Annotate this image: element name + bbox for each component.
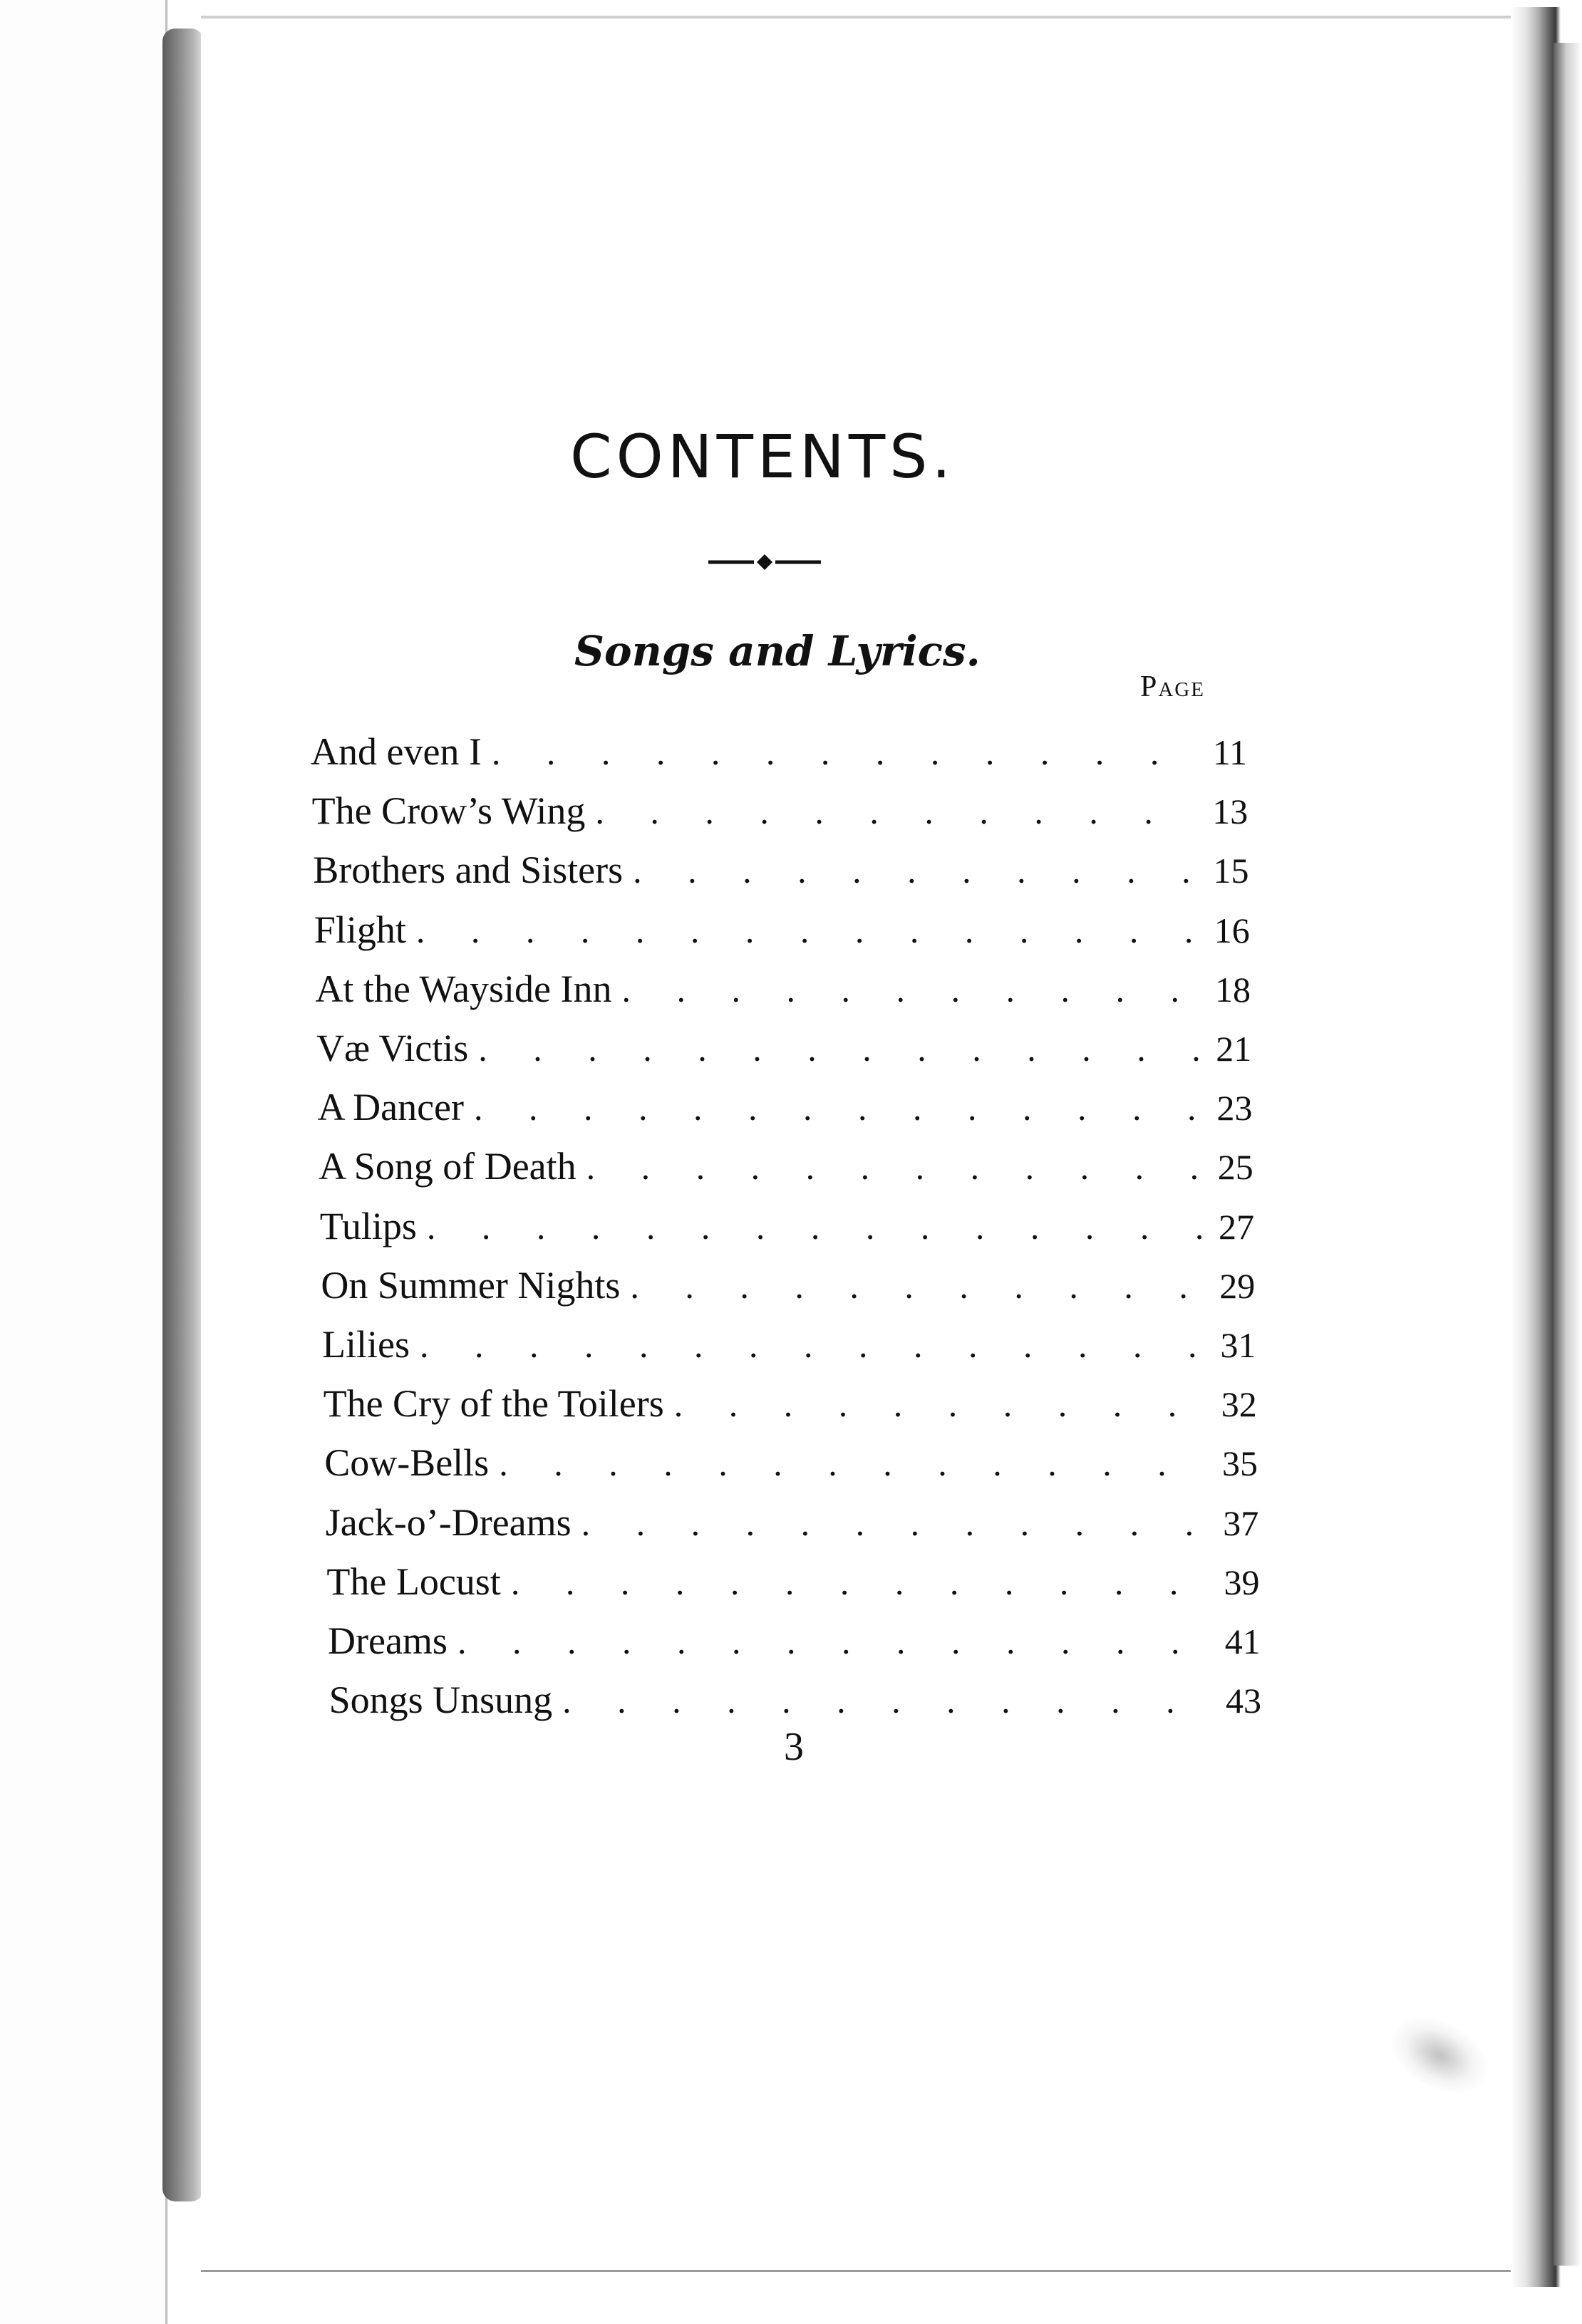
toc-entry-page: 18	[1214, 969, 1251, 1010]
toc-leader-dots	[478, 1024, 1199, 1074]
toc-entry-title: Tulips	[319, 1204, 417, 1247]
toc-entry	[326, 1557, 1259, 1607]
toc-entry-page: 35	[1221, 1443, 1258, 1484]
toc-entry-page: 16	[1214, 910, 1250, 950]
toc-entry	[318, 1082, 1253, 1132]
toc-entry	[321, 1260, 1255, 1310]
toc-entry-page: 31	[1220, 1325, 1256, 1365]
toc-entry	[315, 964, 1251, 1014]
page-title: CONTENTS.	[570, 422, 956, 492]
toc-entry-title: And even I	[311, 730, 482, 773]
toc-entry	[311, 727, 1247, 777]
toc-leader-dots	[621, 965, 1198, 1015]
toc-entry-title: Dreams	[328, 1619, 448, 1662]
toc-entry-page: 15	[1213, 851, 1249, 891]
page-column-label: Page	[1140, 670, 1205, 703]
toc-entry	[320, 1201, 1254, 1251]
toc-entry-page: 27	[1218, 1206, 1254, 1247]
toc-leader-dots	[633, 846, 1196, 896]
toc-leader-dots	[457, 1617, 1208, 1666]
toc-entry-title: Flight	[314, 908, 406, 951]
toc-leader-dots	[630, 1261, 1202, 1311]
toc-entry-page: 11	[1212, 732, 1247, 772]
toc-leader-dots	[416, 906, 1197, 955]
toc-entry-title: The Locust	[326, 1560, 501, 1603]
toc-entry-page: 23	[1216, 1088, 1253, 1129]
toc-leader-dots	[420, 1320, 1204, 1370]
toc-entry	[324, 1438, 1258, 1488]
toc-entry-title: A Song of Death	[319, 1145, 577, 1188]
toc-entry	[312, 786, 1248, 836]
toc-entry-title: Songs Unsung	[329, 1679, 553, 1722]
toc-entry-page: 39	[1224, 1562, 1260, 1602]
toc-entry-title: At the Wayside Inn	[315, 967, 612, 1010]
toc-entry	[314, 905, 1250, 955]
toc-entry	[322, 1319, 1256, 1369]
toc-leader-dots	[581, 1498, 1206, 1548]
toc-entry	[313, 845, 1248, 895]
toc-entry-title: Brothers and Sisters	[313, 849, 624, 892]
toc-entry-page: 37	[1223, 1503, 1259, 1543]
toc-entry	[316, 1023, 1251, 1073]
toc-entry	[329, 1675, 1261, 1725]
toc-entry	[326, 1498, 1258, 1547]
toc-entry-page: 43	[1225, 1681, 1261, 1721]
toc-entry-title: Cow-Bells	[324, 1441, 490, 1485]
toc-entry-title: Lilies	[322, 1323, 410, 1366]
section-heading: Songs and Lyrics.	[574, 627, 981, 675]
toc-leader-dots	[492, 727, 1194, 777]
toc-leader-dots	[562, 1676, 1209, 1726]
toc-entry-page: 41	[1224, 1622, 1261, 1661]
toc-leader-dots	[595, 787, 1195, 836]
toc-entry-title: The Cry of the Toilers	[323, 1382, 664, 1426]
toc-entry-page: 21	[1216, 1029, 1252, 1069]
toc-leader-dots	[586, 1142, 1201, 1192]
toc-leader-dots	[511, 1557, 1207, 1607]
toc-leader-dots	[474, 1083, 1199, 1133]
page-number: 3	[784, 1725, 804, 1769]
toc-entry	[319, 1141, 1253, 1191]
toc-leader-dots	[674, 1379, 1204, 1429]
toc-leader-dots	[427, 1202, 1201, 1252]
toc-leader-dots	[499, 1438, 1205, 1488]
toc-entry-title: The Crow’s Wing	[311, 789, 586, 833]
toc-entry-page: 25	[1217, 1147, 1253, 1188]
toc-entry-title: Jack-o’-Dreams	[325, 1500, 572, 1544]
toc-entry	[328, 1616, 1261, 1666]
toc-entry-page: 13	[1212, 792, 1248, 832]
toc-entry-page: 29	[1219, 1265, 1256, 1306]
toc-entry	[324, 1379, 1257, 1428]
toc-entry-page: 32	[1221, 1384, 1257, 1425]
toc-entry-title: Væ Victis	[316, 1027, 469, 1069]
toc-entry-title: A Dancer	[317, 1086, 464, 1129]
toc-entry-title: On Summer Nights	[321, 1263, 621, 1307]
